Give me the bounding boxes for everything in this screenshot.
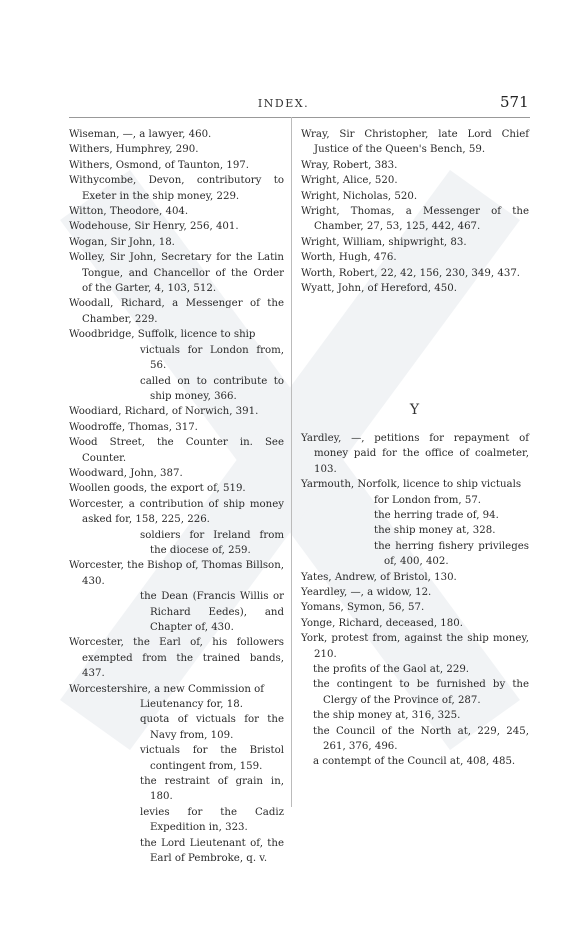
index-entry: Worcestershire, a new Commission of	[69, 683, 265, 695]
index-entry: Wray, Robert, 383.	[301, 159, 398, 171]
index-entry: Wright, Alice, 520.	[301, 175, 398, 187]
left-index-column	[69, 127, 284, 867]
index-subentry: the ship money at, 316, 325.	[313, 710, 461, 722]
index-subentry: a contempt of the Council at, 408, 485.	[313, 756, 516, 768]
index-subentry: the ship money at, 328.	[374, 525, 496, 537]
index-entry: Wright, William, shipwright, 83.	[301, 236, 467, 248]
page-number: 571	[500, 93, 529, 111]
index-entry: Worth, Hugh, 476.	[301, 252, 397, 264]
index-subentry: the contingent to be furnished by the Clergy of the Province of, 287.	[313, 679, 529, 706]
section-letter-heading: Y	[409, 402, 421, 419]
index-subentry: levies for the Cadiz Expedition in, 323.	[140, 806, 284, 834]
index-subentry: Lieutenancy for, 18.	[140, 699, 243, 711]
index-entry: Witton, Theodore, 404.	[69, 206, 189, 218]
index-entry: York, protest from, against the ship money, 210.	[301, 633, 529, 660]
index-entry: Wray, Sir Christopher, late Lord Chief Justice of the Queen's Bench, 59.	[301, 129, 529, 156]
index-entry: Yates, Andrew, of Bristol, 130.	[301, 571, 457, 583]
index-entry: Wogan, Sir John, 18.	[69, 236, 175, 248]
index-entry: Withycombe, Devon, contributory to Exeter in the ship money, 229.	[69, 175, 284, 202]
index-entry: Wiseman, —, a lawyer, 460.	[69, 129, 212, 140]
index-entry: Worcester, the Bishop of, Thomas Billson, 430.	[69, 560, 284, 587]
index-subentry: the Council of the North at, 229, 245, 261, 376, 496.	[313, 725, 529, 752]
index-entry: Woodward, John, 387.	[69, 467, 183, 479]
index-entry: Withers, Humphrey, 290.	[69, 144, 199, 156]
index-entry: Yeardley, —, a widow, 12.	[301, 586, 432, 598]
index-entry: Woodroffe, Thomas, 317.	[69, 421, 198, 433]
index-subentry: for London from, 57.	[374, 494, 482, 506]
index-entry: Wyatt, John, of Hereford, 450.	[301, 283, 457, 295]
index-subentry: the profits of the Gaol at, 229.	[313, 663, 470, 675]
section-spacer	[301, 296, 529, 401]
index-entry: Worcester, the Earl of, his followers exempted from the trained bands, 437.	[69, 637, 284, 680]
column-divider	[291, 117, 292, 807]
index-entry: Woollen goods, the export of, 519.	[69, 483, 246, 495]
index-entry: Wolley, Sir John, Secretary for the Latin Tongue, and Chancellor of the Order of the Garter, 4, 103, 512.	[69, 252, 284, 295]
index-entry: Wright, Thomas, a Messenger of the Chamber, 27, 53, 125, 442, 467.	[301, 206, 529, 233]
index-entry: Woodbridge, Suffolk, licence to ship	[69, 329, 256, 341]
index-entry: Worcester, a contribution of ship money asked for, 158, 225, 226.	[69, 498, 284, 526]
index-entry: Woodiard, Richard, of Norwich, 391.	[69, 406, 259, 418]
index-subentry: the restraint of grain in, 180.	[140, 776, 284, 803]
index-entry: Wodehouse, Sir Henry, 256, 401.	[69, 221, 239, 233]
index-entry: Woodall, Richard, a Messenger of the Chamber, 229.	[69, 298, 284, 325]
index-entry: Yonge, Richard, deceased, 180.	[301, 617, 463, 629]
index-subentry: victuals for the Bristol contingent from, 159.	[140, 745, 284, 772]
index-entry: Wright, Nicholas, 520.	[301, 190, 418, 202]
index-subentry: victuals for London from, 56.	[140, 344, 284, 372]
index-subentry: the herring fishery privileges of, 400, 402.	[374, 540, 529, 568]
right-index-column	[301, 127, 529, 770]
index-entry: Yardley, —, petitions for repayment of money paid for the office of coalmeter, 103.	[301, 432, 529, 475]
index-subentry: the herring trade of, 94.	[374, 509, 499, 521]
running-header-title: INDEX.	[257, 97, 310, 110]
index-entry: Wood Street, the Counter in. See Counter.	[69, 437, 284, 464]
index-subentry: called on to contribute to ship money, 366.	[140, 375, 284, 402]
index-subentry: soldiers for Ireland from the diocese of, 259.	[140, 529, 284, 556]
index-subentry: the Dean (Francis Willis or Richard Eedes), and Chapter of, 430.	[140, 591, 284, 633]
index-entry: Withers, Osmond, of Taunton, 197.	[69, 159, 250, 171]
index-entry: Yarmouth, Norfolk, licence to ship victuals	[301, 479, 522, 491]
index-entry: Yomans, Symon, 56, 57.	[301, 602, 425, 614]
index-subentry: quota of victuals for the Navy from, 109.	[140, 714, 284, 741]
index-subentry: the Lord Lieutenant of, the Earl of Pembroke, q. v.	[140, 837, 284, 865]
index-entry: Worth, Robert, 22, 42, 156, 230, 349, 437.	[301, 267, 521, 279]
header-rule	[69, 117, 530, 118]
